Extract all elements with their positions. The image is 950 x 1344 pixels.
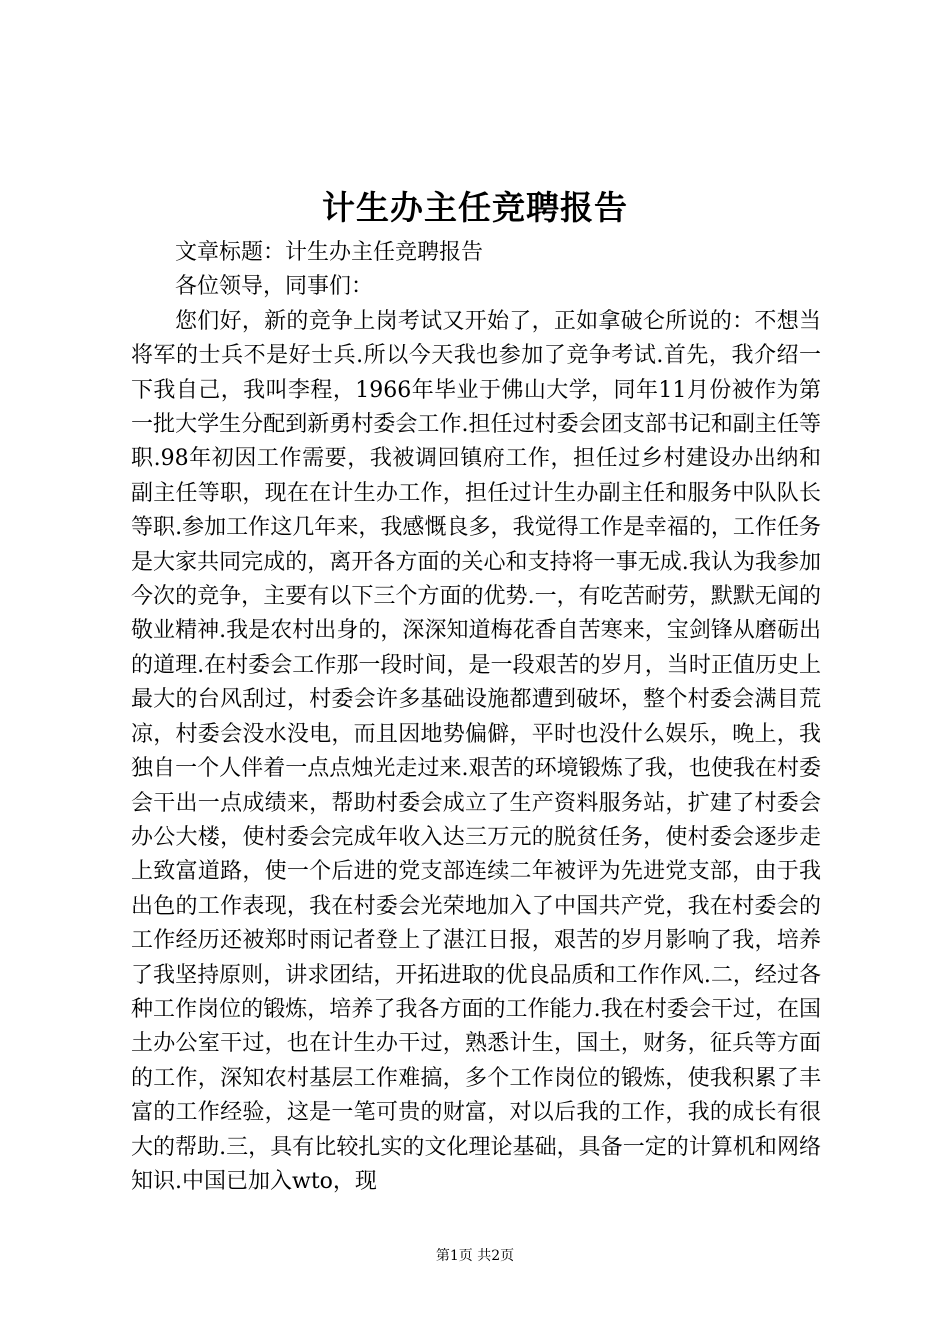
body-paragraph: 您们好，新的竞争上岗考试又开始了，正如拿破仑所说的：不想当将军的士兵不是好士兵.所以今天我也参加了竞争考试.首先，我介绍一下我自己，我叫李程，1966年毕业于佛山大学，同年11月份被作为第一批大学生分配到新勇村委会工作.担任过村委会团支部书记和副主任等职.98年初因工作需要，我被调回镇府工作，担任过乡村建设办出纳和副主任等职，现在在计生办工作，担任过计生办副主任和服务中队队长等职.参加工作这几年来，我感慨良多，我觉得工作是幸福的，工作任务是大家共同完成的，离开各方面的关心和支持将一事无成.我认为我参加今次的竞争，主要有以下三个方面的优势.一，有吃苦耐劳，默默无闻的敬业精神.我是农村出身的，深深知道梅花香自苦寒来，宝剑锋从磨砺出的道理.在村委会工作那一段时间，是一段艰苦的岁月，当时正值历史上最大的台风刮过，村委会许多基础设施都遭到破坏，整个村委会满目荒凉，村委会没水没电，而且因地势偏僻，平时也没什么娱乐，晚上，我独自一个人伴着一点点烛光走过来.艰苦的环境锻炼了我，也使我在村委会干出一点成绩来，帮助村委会成立了生产资料服务站，扩建了村委会办公大楼，使村委会完成年收入达三万元的脱贫任务，使村委会逐步走上致富道路，使一个后进的党支部连续二年被评为先进党支部，由于我出色的工作表现，我在村委会光荣地加入了中国共产党，我在村委会的工作经历还被郑时雨记者登上了湛江日报，艰苦的岁月影响了我，培养了我坚持原则，讲求团结，开拓进取的优良品质和工作作风.二，经过各种工作岗位的锻炼，培养了我各方面的工作能力.我在村委会干过，在国土办公室干过，也在计生办干过，熟悉计生，国土，财务，征兵等方面的工作，深知农村基层工作难搞，多个工作岗位的锻炼，使我积累了丰富的工作经验，这是一笔可贵的财富，对以后我的工作，我的成长有很大的帮助.三，具有比较扎实的文化理论基础，具备一定的计算机和网络知识.中国已加入wto，现	[131, 308, 821, 1194]
document-title: 计生办主任竞聘报告	[322, 188, 628, 227]
document-body	[131, 236, 821, 1199]
greeting-line: 各位领导，同事们：	[175, 274, 374, 300]
article-title-line: 文章标题：计生办主任竞聘报告	[175, 240, 484, 265]
page-footer: 第1页 共2页	[435, 1248, 515, 1264]
